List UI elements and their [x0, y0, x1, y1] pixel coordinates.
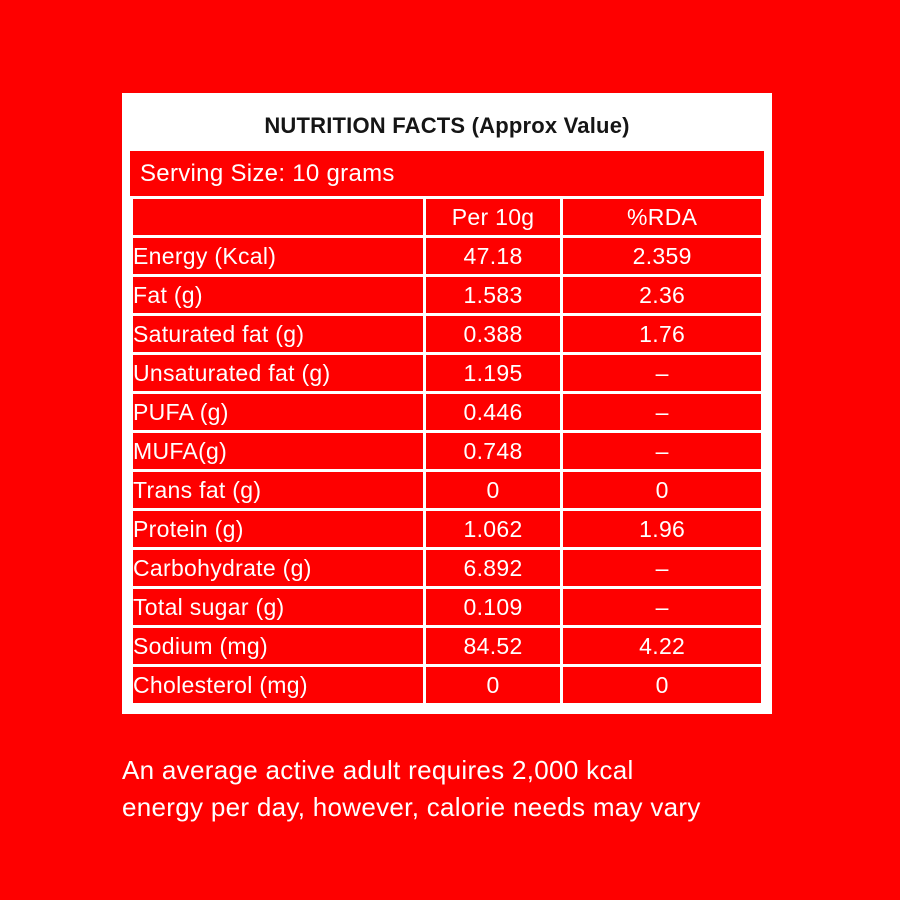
footnote-line-1: An average active adult requires 2,000 kcal — [122, 755, 634, 785]
table-row — [132, 315, 763, 354]
value-rda: – — [562, 549, 763, 588]
serving-size: Serving Size: 10 grams — [140, 159, 395, 187]
table-row — [132, 549, 763, 588]
value-rda: 2.36 — [562, 276, 763, 315]
value-per-10g: 1.195 — [424, 354, 562, 393]
table-row — [132, 354, 763, 393]
value-per-10g: 0.748 — [424, 432, 562, 471]
table-row — [132, 276, 763, 315]
nutrient-name: PUFA (g) — [132, 393, 425, 432]
value-rda: 4.22 — [562, 627, 763, 666]
nutrient-name: Total sugar (g) — [132, 588, 425, 627]
value-per-10g: 0 — [424, 471, 562, 510]
nutrient-name: Energy (Kcal) — [132, 237, 425, 276]
value-rda: 1.96 — [562, 510, 763, 549]
nutrition-label — [122, 93, 772, 714]
nutrient-name: Fat (g) — [132, 276, 425, 315]
table-row — [132, 510, 763, 549]
value-rda: 2.359 — [562, 237, 763, 276]
nutrient-name: Trans fat (g) — [132, 471, 425, 510]
footnote — [122, 752, 812, 826]
value-per-10g: 47.18 — [424, 237, 562, 276]
column-header-blank — [132, 198, 425, 237]
value-per-10g: 6.892 — [424, 549, 562, 588]
nutrient-name: Cholesterol (mg) — [132, 666, 425, 705]
value-per-10g: 0.388 — [424, 315, 562, 354]
table-row — [132, 432, 763, 471]
value-per-10g: 0.109 — [424, 588, 562, 627]
value-per-10g: 1.062 — [424, 510, 562, 549]
value-rda: 0 — [562, 666, 763, 705]
nutrient-name: MUFA(g) — [132, 432, 425, 471]
table-header-row — [132, 198, 763, 237]
value-per-10g: 0 — [424, 666, 562, 705]
value-rda: – — [562, 432, 763, 471]
value-rda: – — [562, 354, 763, 393]
value-per-10g: 1.583 — [424, 276, 562, 315]
column-header-per-10g: Per 10g — [424, 198, 562, 237]
nutrient-name: Protein (g) — [132, 510, 425, 549]
value-per-10g: 0.446 — [424, 393, 562, 432]
nutrient-name: Saturated fat (g) — [132, 315, 425, 354]
nutrition-table — [130, 196, 764, 706]
table-row — [132, 237, 763, 276]
value-rda: 0 — [562, 471, 763, 510]
value-rda: – — [562, 588, 763, 627]
value-per-10g: 84.52 — [424, 627, 562, 666]
nutrient-name: Unsaturated fat (g) — [132, 354, 425, 393]
table-row — [132, 666, 763, 705]
nutrition-title: NUTRITION FACTS (Approx Value) — [130, 101, 764, 151]
table-row — [132, 471, 763, 510]
table-row — [132, 588, 763, 627]
column-header-rda: %RDA — [562, 198, 763, 237]
nutrient-name: Sodium (mg) — [132, 627, 425, 666]
nutrient-name: Carbohydrate (g) — [132, 549, 425, 588]
table-row — [132, 627, 763, 666]
footnote-line-2: energy per day, however, calorie needs may vary — [122, 791, 701, 822]
value-rda: – — [562, 393, 763, 432]
value-rda: 1.76 — [562, 315, 763, 354]
table-row — [132, 393, 763, 432]
